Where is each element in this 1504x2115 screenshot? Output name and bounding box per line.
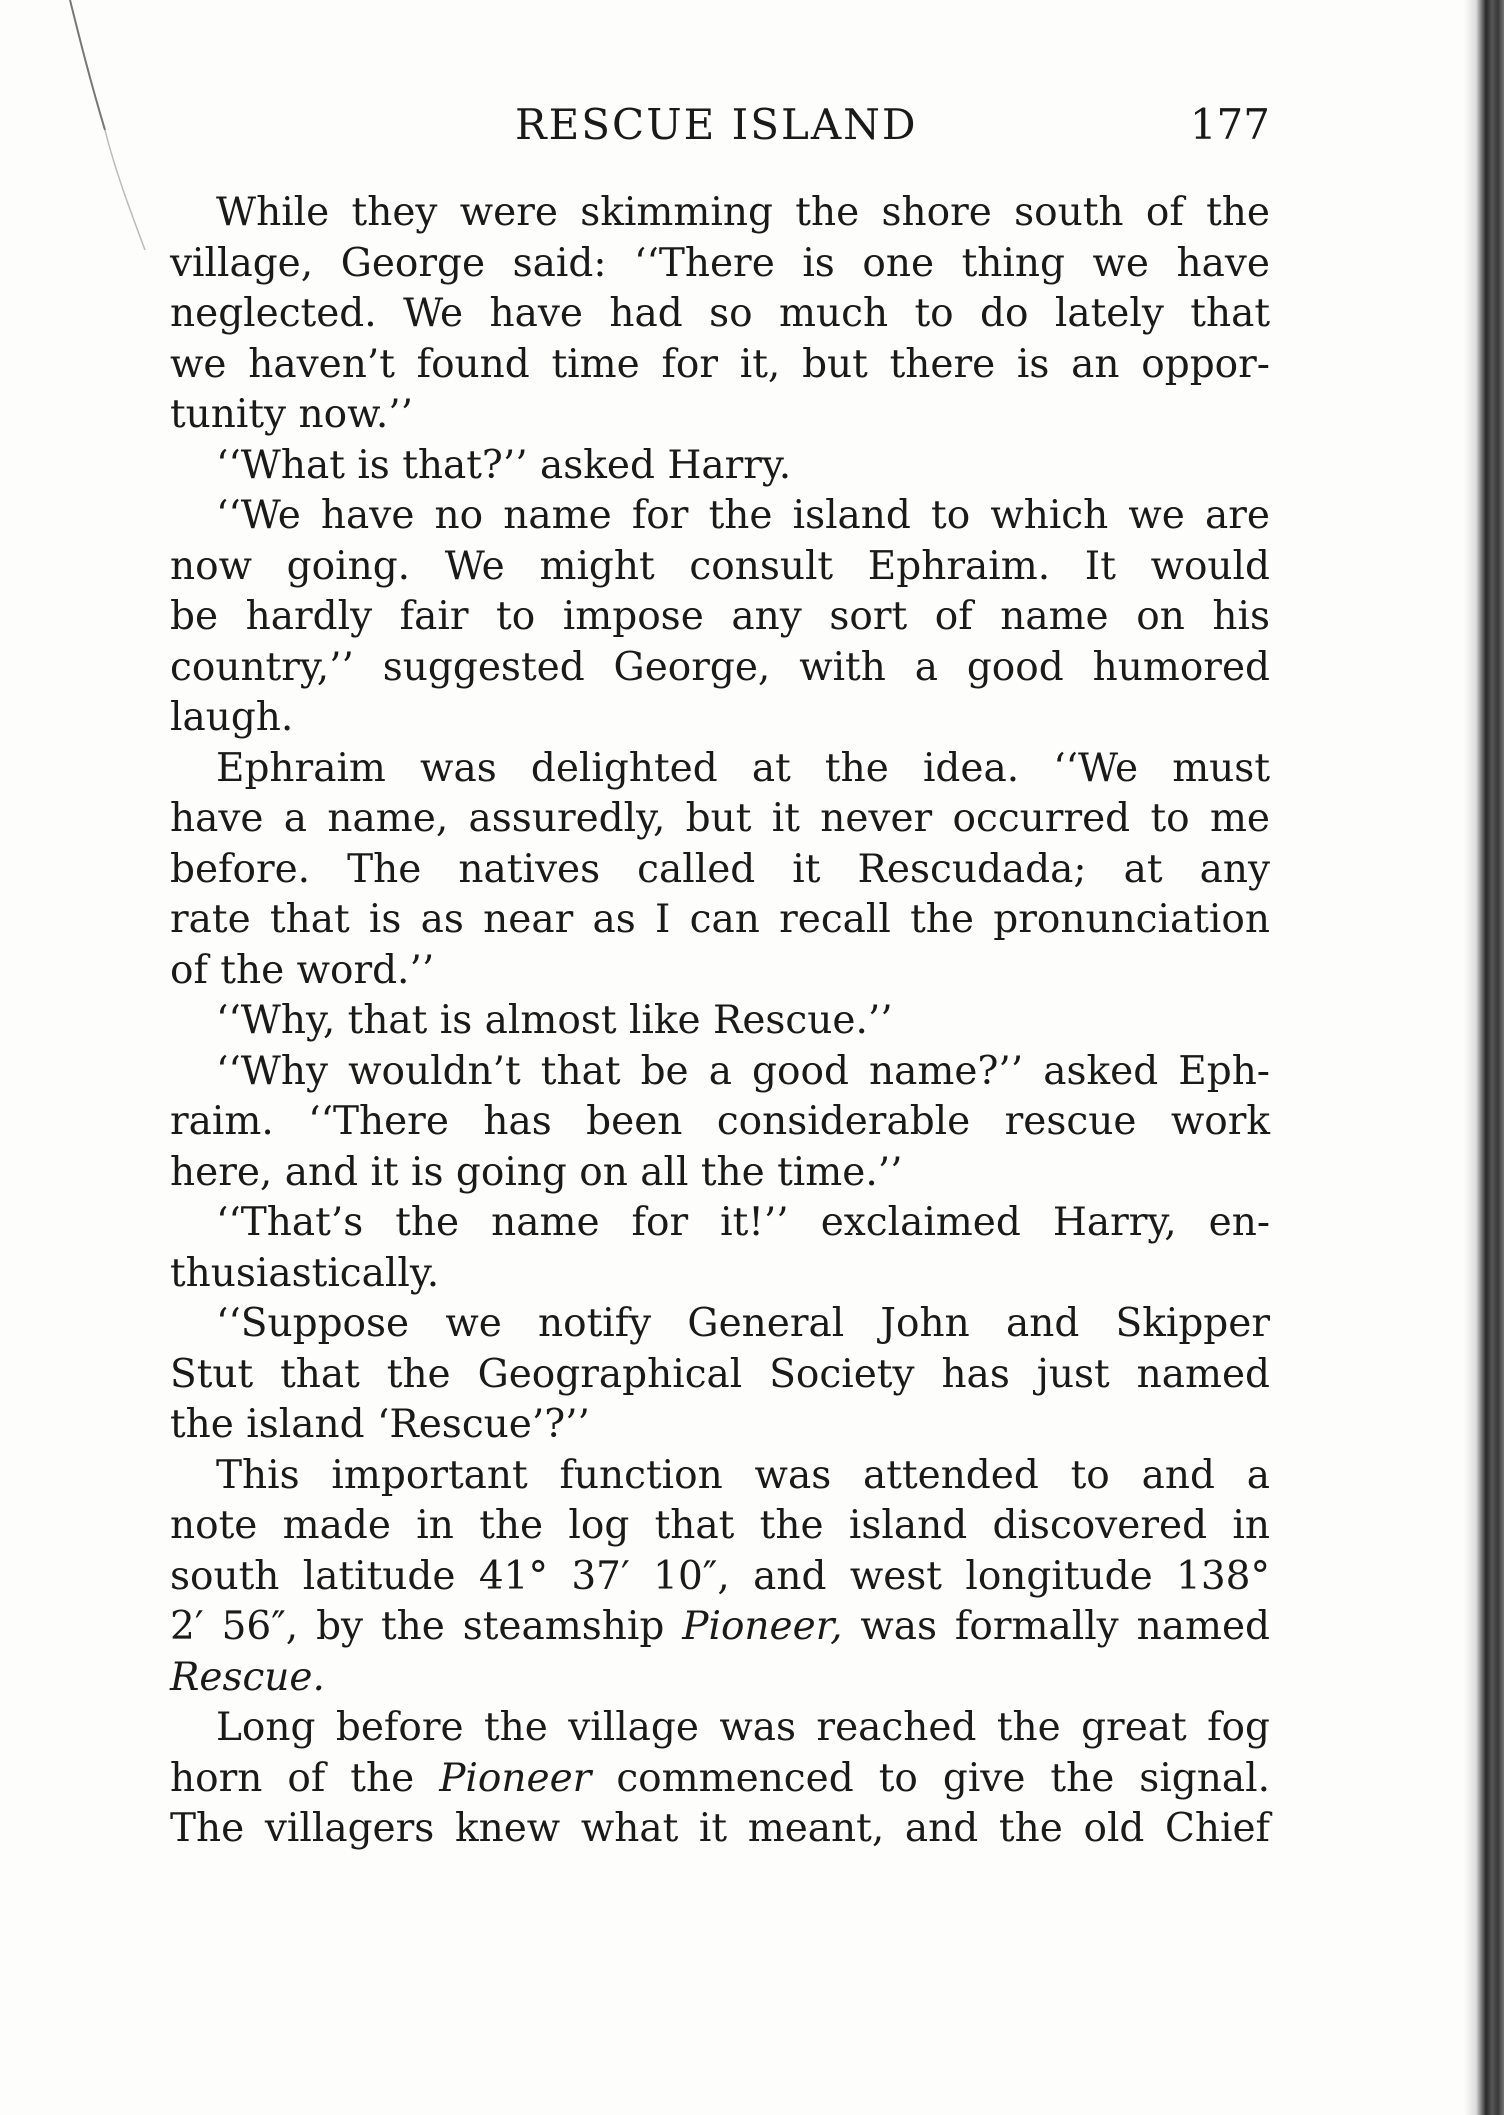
running-title: RESCUE ISLAND (515, 100, 918, 149)
text-line: now going. We might consult Ephraim. It would (170, 543, 1270, 589)
text-line: country,’’ suggested George, with a good humored (170, 644, 1270, 690)
text-line: have a name, assuredly, but it never occurred to me (170, 796, 1270, 841)
text-line: ‘‘Why, that is almost like Rescue.’’ (216, 998, 893, 1043)
book-spine-edge (1464, 0, 1504, 2115)
text-line: Long before the village was reached the great fog (216, 1705, 1270, 1750)
text-line: Ephraim was delighted at the idea. ‘‘We must (216, 745, 1270, 791)
text-line: The villagers knew what it meant, and the old Chief (170, 1806, 1270, 1851)
text-line (170, 1754, 1270, 1805)
text-line: tunity now.’’ (170, 392, 414, 437)
text-line (170, 1602, 1270, 1653)
text-line: laugh. (170, 695, 294, 740)
text-line: here, and it is going on all the time.’’ (170, 1149, 903, 1195)
text-line: ‘‘What is that?’’ asked Harry. (216, 442, 792, 488)
page-crease-mark (60, 0, 150, 260)
text-segment: 2′ 56″, by the steamship (170, 1604, 683, 1649)
text-line: rate that is as near as I can recall the pronunciation (170, 897, 1270, 942)
text-line: While they were skimming the shore south of the (216, 190, 1270, 235)
text-line: of the word.’’ (170, 947, 435, 993)
text-line (170, 1653, 1270, 1704)
text-segment: was formally named (842, 1604, 1270, 1649)
text-line: thusiastically. (170, 1250, 440, 1296)
text-line: ‘‘Suppose we notify General John and Skipper (216, 1301, 1270, 1346)
text-line: Stut that the Geographical Society has just named (170, 1351, 1270, 1397)
island-name: Rescue. (170, 1654, 325, 1700)
text-segment: horn of the (170, 1755, 440, 1801)
text-line: This important function was attended to and a (216, 1452, 1270, 1498)
page-number: 177 (1189, 100, 1270, 149)
text-line: ‘‘Why wouldn’t that be a good name?’’ asked Eph- (216, 1048, 1270, 1094)
text-line: the island ‘Rescue’?’’ (170, 1402, 590, 1447)
page-header (170, 100, 1270, 156)
text-line: neglected. We have had so much to do lately that (170, 291, 1270, 336)
text-line: we haven’t found time for it, but there is an oppor- (170, 341, 1270, 387)
text-line: note made in the log that the island discovered in (170, 1503, 1270, 1548)
ship-name: Pioneer, (682, 1604, 843, 1649)
text-line: south latitude 41° 37′ 10″, and west longitude 138° (170, 1553, 1270, 1599)
text-line: raim. ‘‘There has been considerable rescue work (170, 1099, 1270, 1144)
text-line: be hardly fair to impose any sort of name on his (170, 594, 1270, 639)
text-line: ‘‘That’s the name for it!’’ exclaimed Harry, en- (216, 1200, 1270, 1245)
text-line: ‘‘We have no name for the island to which we are (216, 493, 1270, 538)
text-line: before. The natives called it Rescudada; at any (170, 846, 1270, 892)
ship-name: Pioneer (439, 1755, 592, 1801)
text-line: village, George said: ‘‘There is one thing we have (170, 240, 1270, 286)
body-text (170, 188, 1270, 1855)
text-segment: commenced to give the signal. (591, 1755, 1270, 1801)
